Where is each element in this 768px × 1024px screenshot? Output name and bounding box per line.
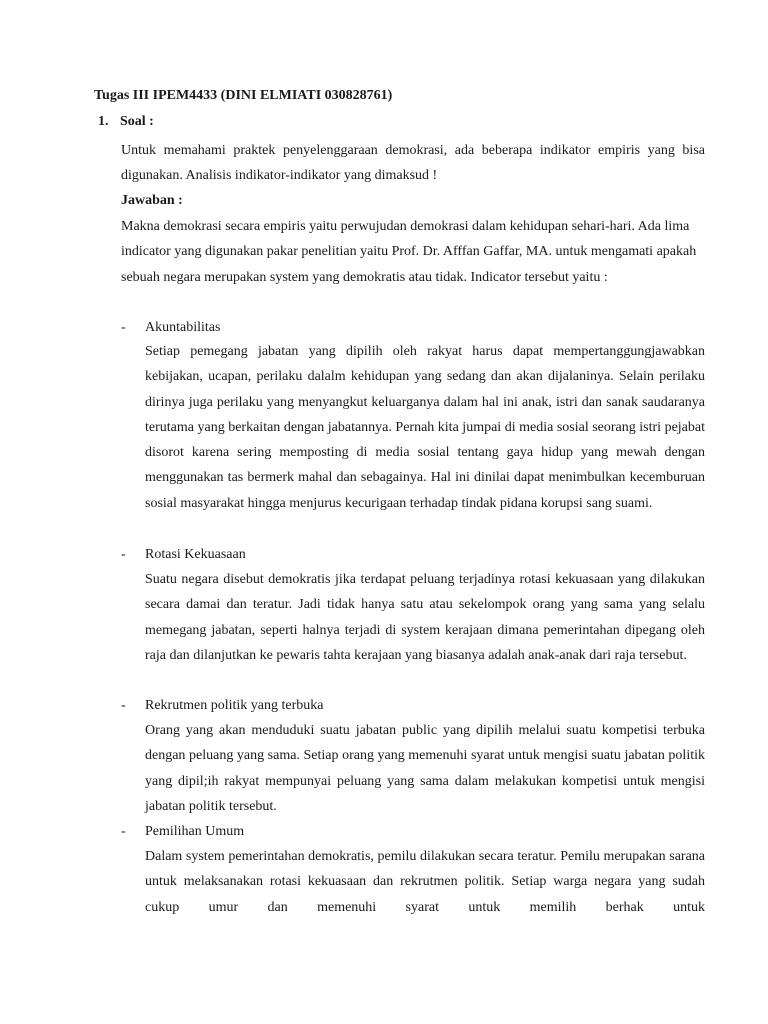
list-item-text: Dalam system pemerintahan demokratis, pemilu dilakukan secara teratur. Pemilu merupakan sarana untuk melaksanakan rotasi kekuasaan dan rekrutmen politik. Setiap warga negara yang sudah cukup umur dan memenuhi syarat untuk memilih berhak untuk [145,849,705,915]
list-item [121,542,705,567]
list-item-heading: Pemilihan Umum [145,824,245,839]
list-bullet: - [121,698,126,713]
list-bullet: - [121,320,126,335]
list-item-text: Orang yang akan menduduki suatu jabatan public yang dipilih melalui suatu kompetisi terbuka dengan peluang yang sama. Setiap orang yang memenuhi syarat untuk mengisi suatu jabatan politik yang dipil;ih rakyat mempunyai peluang yang sama dalam melakukan kompetisi untuk mengisi jabatan politik tersebut. [145,723,705,814]
question-text: Untuk memahami praktek penyelenggaraan demokrasi, ada beberapa indikator empiris yang bisa digunakan. Analisis indikator-indikator yang dimaksud ! [121,143,705,184]
list-item-heading: Rotasi Kekuasaan [145,547,246,562]
list-item-text: Setiap pemegang jabatan yang dipilih oleh rakyat harus dapat mempertanggungjawabkan kebijakan, ucapan, perilaku dalalm kehidupan yang sedang dan akan dijalaninya. Selain perilaku dirinya juga perilaku yang menyangkut keluarganya dalam hal ini anak, istri dan sanak saudaranya terutama yang berkaitan dengan jabatannya. Pernah kita jumpai di media sosial seorang istri pejabat disorot karena sering memposting di media sosial tentang gaya hidup yang mewah dengan menggunakan tas bermerk mahal dan sebagainya. Hal ini dinilai dapat menimbulkan kecemburuan sosial masyarakat hingga menjurus kecurigaan terhadap tindak pidana korupsi sang suami. [145,344,705,511]
list-item-heading: Akuntabilitas [145,320,221,335]
question-heading [98,114,154,130]
list-item [121,693,705,718]
list-item-heading: Rekrutmen politik yang terbuka [145,698,324,713]
document-title: Tugas III IPEM4433 (DINI ELMIATI 030828761) [94,88,393,103]
list-item-text: Suatu negara disebut demokratis jika terdapat peluang terjadinya rotasi kekuasaan yang dilakukan secara damai dan teratur. Jadi tidak hanya satu atau sekelompok orang yang sama yang selalu memegang jabatan, seperti halnya terjadi di system kerajaan dimana pemerintahan dipegang oleh raja dan dilanjutkan ke pewaris tahta kerajaan yang biasanya adalah anak-anak dari raja tersebut. [145,572,705,663]
list-bullet: - [121,824,126,839]
answer-label: Jawaban : [121,193,183,208]
list-item [121,819,705,844]
question-label: Soal : [120,114,154,129]
answer-intro: Makna demokrasi secara empiris yaitu perwujudan demokrasi dalam kehidupan sehari-hari. Ada lima indicator yang digunakan pakar penelitian yaitu Prof. Dr. Afffan Gaffar, MA. untuk mengamati apakah sebuah negara merupakan system yang demokratis atau tidak. Indicator tersebut yaitu : [121,219,697,285]
list-item [121,315,705,340]
question-number: 1. [98,114,109,129]
list-bullet: - [121,547,126,562]
